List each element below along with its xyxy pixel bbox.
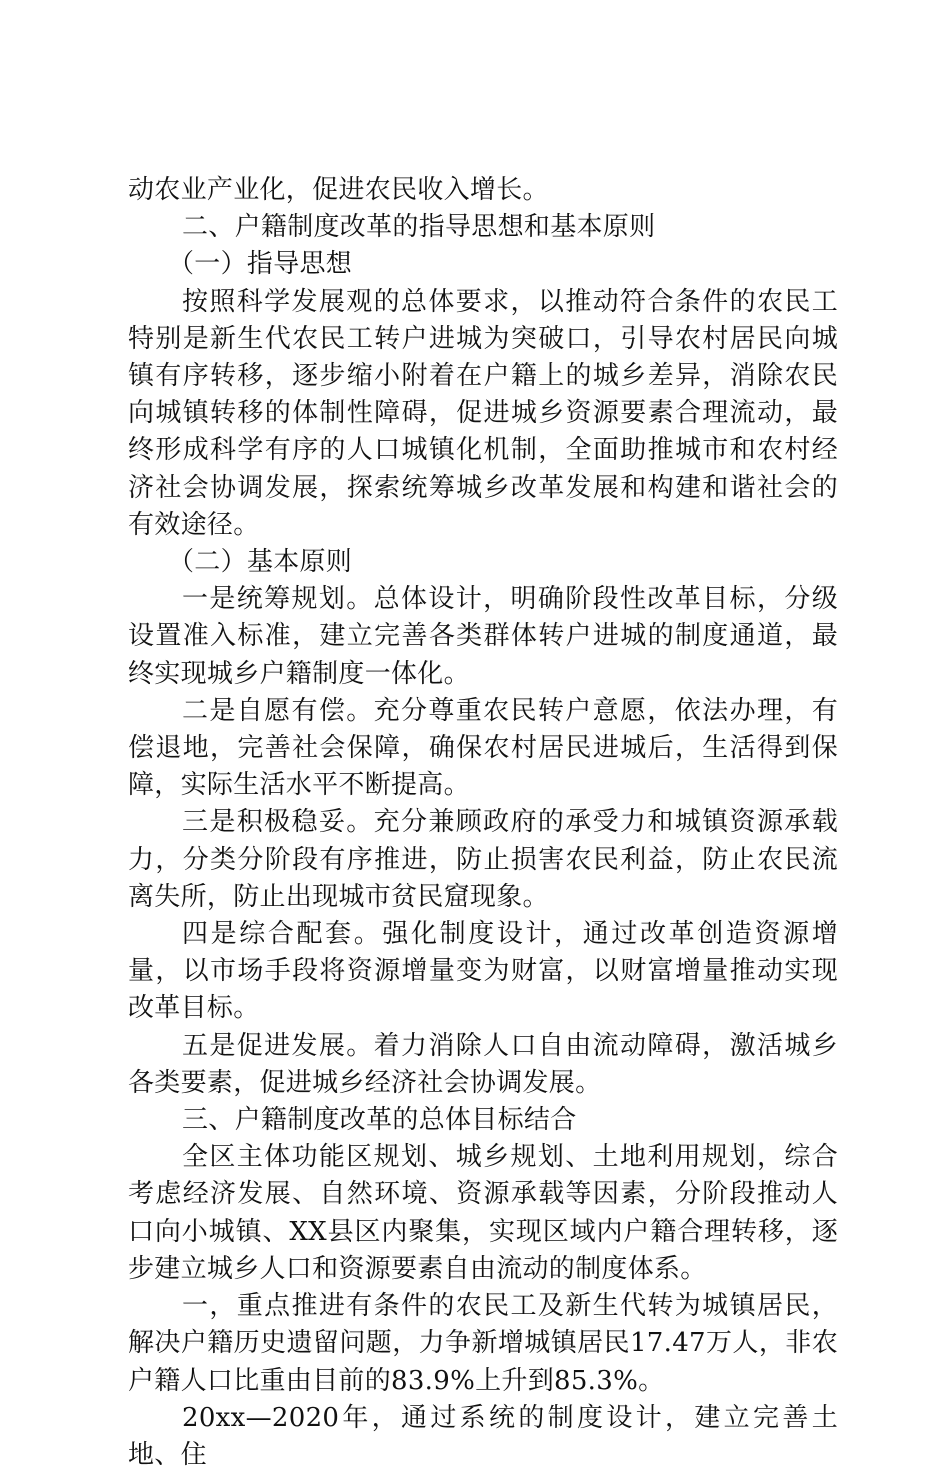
paragraph-principle-5: 五是促进发展。着力消除人口自由流动障碍，激活城乡各类要素，促进城乡经济社会协调发展。 — [128, 1030, 838, 1098]
paragraph-principle-2: 二是自愿有偿。充分尊重农民转户意愿，依法办理，有偿退地，完善社会保障，确保农村居民进城后，生活得到保障，实际生活水平不断提高。 — [128, 695, 838, 801]
paragraph-principle-3: 三是积极稳妥。充分兼顾政府的承受力和城镇资源承载力，分类分阶段有序推进，防止损害农民利益，防止农民流离失所，防止出现城市贫民窟现象。 — [128, 807, 838, 912]
paragraph-principle-4: 四是综合配套。强化制度设计，通过改革创造资源增量，以市场手段将资源增量变为财富，以财富增量推动实现改革目标。 — [128, 919, 838, 1024]
paragraph-period: 20xx—2020年，通过系统的制度设计，建立完善土地、住 — [128, 1402, 838, 1470]
paragraph-continuation: 动农业产业化，促进农民收入增长。 — [128, 175, 549, 205]
subsection-heading-guiding-thought: （一）指导思想 — [168, 249, 353, 280]
document-body — [128, 172, 838, 1474]
section-heading-2: 二、户籍制度改革的指导思想和基本原则 — [182, 212, 656, 243]
paragraph-principle-1: 一是统筹规划。总体设计，明确阶段性改革目标，分级设置准入标准，建立完善各类群体转户进城的制度通道，最终实现城乡户籍制度一体化。 — [128, 584, 838, 689]
section-heading-3: 三、户籍制度改革的总体目标结合 — [182, 1105, 577, 1136]
paragraph-overall-goal: 全区主体功能区规划、城乡规划、土地利用规划，综合考虑经济发展、自然环境、资源承载等因素，分阶段推动人口向小城镇、XX县区内聚集，实现区域内户籍合理转移，逐步建立城乡人口和资源要素自由流动的制度体系。 — [128, 1142, 838, 1284]
paragraph-goal-1: 一，重点推进有条件的农民工及新生代转为城镇居民，解决户籍历史遗留问题，力争新增城镇居民17.47万人，非农户籍人口比重由目前的83.9%上升到85.3%。 — [128, 1291, 838, 1396]
paragraph-guiding-thought: 按照科学发展观的总体要求，以推动符合条件的农民工特别是新生代农民工转户进城为突破口，引导农村居民向城镇有序转移，逐步缩小附着在户籍上的城乡差异，消除农民向城镇转移的体制性障碍，促进城乡资源要素合理流动，最终形成科学有序的人口城镇化机制，全面助推城市和农村经济社会协调发展，探索统筹城乡改革发展和构建和谐社会的有效途径。 — [128, 286, 838, 540]
subsection-heading-basic-principles: （二）基本原则 — [168, 547, 353, 578]
